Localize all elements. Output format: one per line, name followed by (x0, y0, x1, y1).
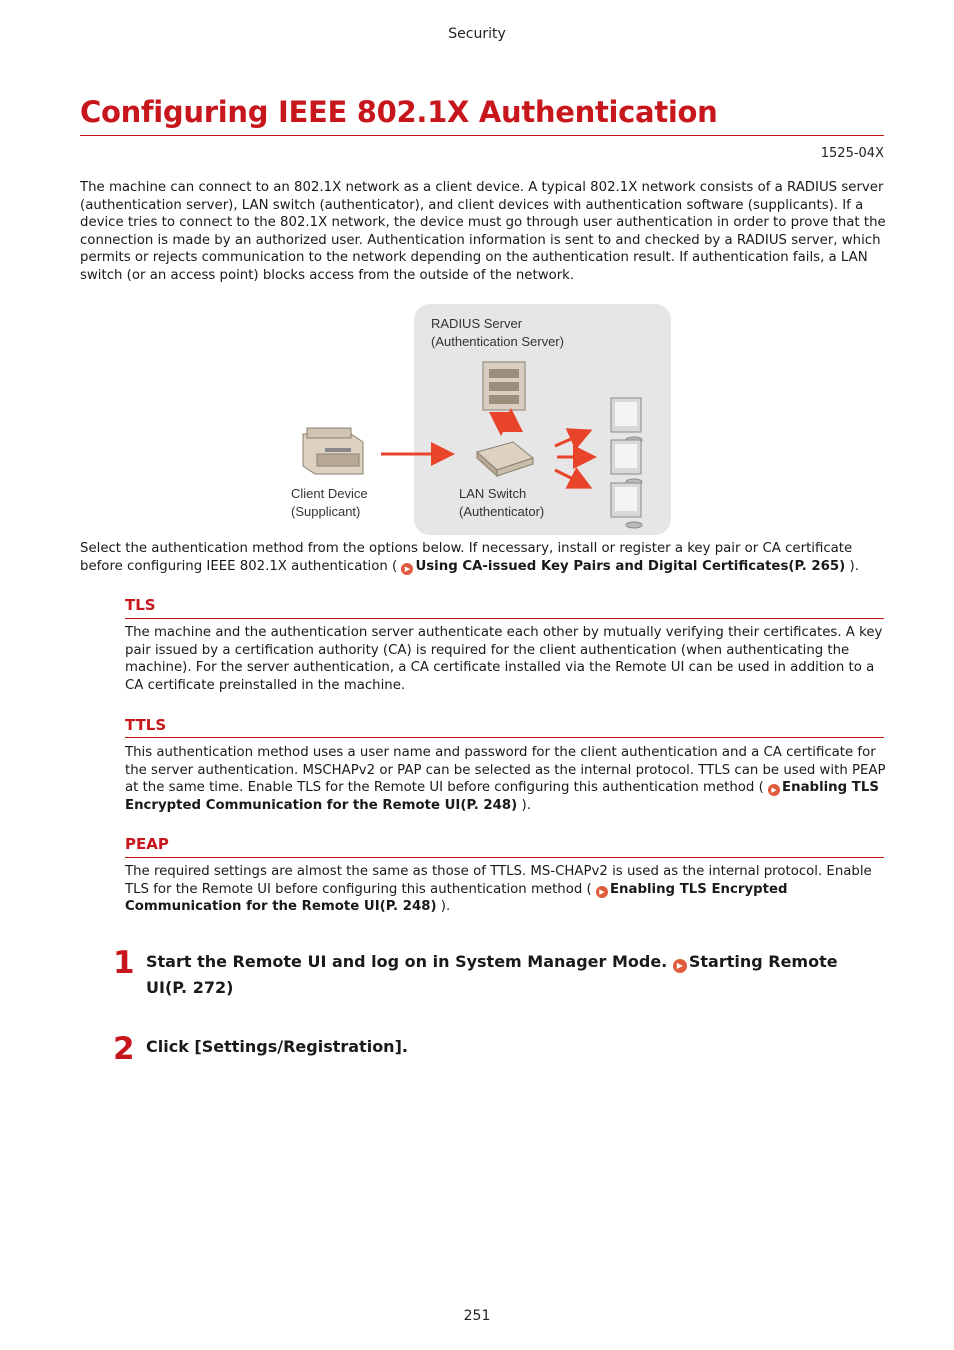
step-number: 1 (113, 945, 135, 981)
starting-remote-ui-link[interactable]: Starting Remote UI(P. 272) (146, 952, 838, 997)
switch-label-name: LAN Switch (459, 486, 527, 501)
link-arrow-icon: ▶ (673, 959, 687, 973)
step-2-text: Click [Settings/Registration]. (146, 1037, 408, 1056)
section-heading-peap: PEAP (125, 835, 169, 853)
peap-description (125, 863, 888, 916)
switch-label-role: (Authenticator) (459, 504, 545, 519)
link-arrow-icon: ▶ (401, 563, 413, 575)
tls-description: The machine and the authentication server authenticate each other by mutually verifying their certificates. A key pair issued by a certification authority (CA) is required for the client authentication (when authenticating the machine). For the server authentication, a CA certificate installed via the Remote UI can be used in addition to a CA certificate preinstalled in the machine. (125, 625, 883, 693)
link-arrow-icon: ▶ (596, 886, 608, 898)
select-method-close: ). (849, 558, 859, 574)
tls-remote-ui-link[interactable]: Enabling TLS Encrypted Communication for the Remote UI(P. 248) (125, 881, 788, 914)
title-rule (80, 135, 884, 136)
select-method-paragraph (80, 540, 888, 575)
client-label-name: Client Device (291, 486, 368, 501)
client-label-role: (Supplicant) (291, 504, 361, 519)
document-id: 1525-04X (820, 146, 884, 161)
running-header: Security (448, 26, 506, 42)
server-label-name: RADIUS Server (431, 316, 523, 331)
printer-icon (303, 428, 363, 474)
tls-remote-ui-link[interactable]: Enabling TLS Encrypted Communication for the Remote UI(P. 248) (125, 780, 879, 813)
step-1-instruction: Start the Remote UI and log on in System Manager Mode. (146, 952, 668, 971)
network-diagram (285, 302, 675, 537)
radius-server-icon (483, 362, 525, 410)
ttls-description (125, 744, 888, 814)
ttls-text: This authentication method uses a user name and password for the client authentication and a CA certificate for the server authentication. MSCHAPv2 or PAP can be selected as the internal protocol. TTLS can be used with PEAP at the same time. Enable TLS for the Remote UI before configuring this authentication method ( (125, 745, 886, 795)
intro-paragraph: The machine can connect to an 802.1X network as a client device. A typical 802.1X network consists of a RADIUS server (authentication server), LAN switch (authenticator), and client devices with authentication software (supplicants). If a device tries to connect to the 802.1X network, the device must go through user authentication in order to prove that the connection is made by an authorized user. Authentication information is sent to and checked by a RADIUS server, which permits or rejects communication to the network depending on the authentication result. If authentication fails, a LAN switch (or an access point) blocks access from the outside of the network. (80, 180, 886, 283)
step-number: 2 (113, 1031, 135, 1067)
peap-close: ). (440, 899, 451, 914)
page-number: 251 (463, 1308, 491, 1324)
select-method-text: Select the authentication method from the options below. If necessary, install or register a key pair or CA certificate before configuring IEEE 802.1X authentication ( (80, 541, 853, 574)
section-rule (125, 737, 884, 738)
step-1-text (146, 949, 846, 1001)
ca-certificates-link[interactable]: Using CA-issued Key Pairs and Digital Certificates(P. 265) (415, 558, 846, 574)
section-rule (125, 857, 884, 858)
section-rule (125, 618, 884, 619)
section-heading-tls: TLS (125, 596, 156, 614)
link-arrow-icon: ▶ (768, 784, 780, 796)
server-label-role: (Authentication Server) (431, 334, 564, 349)
peap-text: The required settings are almost the same as those of TTLS. MS-CHAPv2 is used as the internal protocol. Enable TLS for the Remote UI before configuring this authentication method ( (125, 864, 872, 897)
ttls-close: ). (521, 797, 531, 813)
section-heading-ttls: TTLS (125, 716, 167, 734)
page-title: Configuring IEEE 802.1X Authentication (80, 95, 718, 129)
